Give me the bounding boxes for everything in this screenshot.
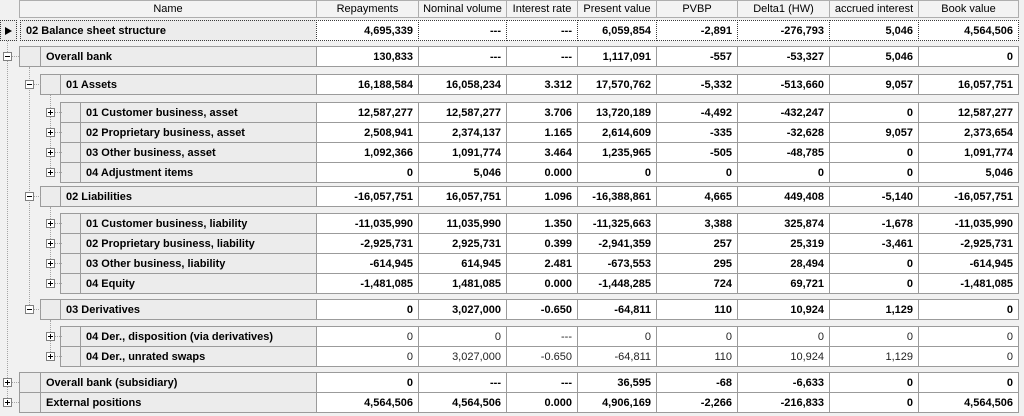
row-name[interactable]: 03 Other business, asset <box>80 142 317 163</box>
collapse-minus-icon[interactable] <box>25 192 34 201</box>
expand-plus-icon[interactable] <box>46 239 55 248</box>
col-header-delta1-hw[interactable]: Delta1 (HW) <box>737 0 830 18</box>
pvbp-cell[interactable]: -4,492 <box>656 102 738 123</box>
pvbp-cell[interactable]: 257 <box>656 233 738 254</box>
present-value-cell[interactable]: -673,553 <box>577 253 657 274</box>
present-value-cell[interactable]: -1,448,285 <box>577 273 657 294</box>
delta1-hw-cell[interactable]: 449,408 <box>737 186 830 207</box>
present-value-cell[interactable]: 13,720,189 <box>577 102 657 123</box>
nominal-volume-cell[interactable]: 1,091,774 <box>418 142 507 163</box>
accrued-interest-cell[interactable]: 0 <box>829 392 919 413</box>
repayments-cell[interactable]: -1,481,085 <box>316 273 419 294</box>
accrued-interest-cell[interactable]: 0 <box>829 253 919 274</box>
tree-connector-line <box>29 67 30 309</box>
expand-plus-icon[interactable] <box>46 108 55 117</box>
present-value-cell[interactable]: -64,811 <box>577 299 657 320</box>
row-selector[interactable] <box>19 46 41 67</box>
accrued-interest-cell[interactable]: 0 <box>829 162 919 183</box>
row-selector[interactable] <box>40 186 61 207</box>
expand-plus-icon[interactable] <box>46 168 55 177</box>
row-selector[interactable] <box>60 326 81 347</box>
nominal-volume-cell[interactable]: 3,027,000 <box>418 346 507 367</box>
interest-rate-cell[interactable]: --- <box>506 326 578 347</box>
accrued-interest-cell[interactable]: 9,057 <box>829 122 919 143</box>
col-header-present-value[interactable]: Present value <box>577 0 657 18</box>
pvbp-cell[interactable]: 4,665 <box>656 186 738 207</box>
repayments-cell[interactable]: 4,564,506 <box>316 392 419 413</box>
present-value-cell[interactable]: -2,941,359 <box>577 233 657 254</box>
delta1-hw-cell[interactable]: -432,247 <box>737 102 830 123</box>
interest-rate-cell[interactable]: 3.312 <box>506 74 578 95</box>
book-value-cell[interactable]: -16,057,751 <box>918 186 1019 207</box>
pvbp-cell[interactable]: -335 <box>656 122 738 143</box>
pvbp-cell[interactable]: -5,332 <box>656 74 738 95</box>
book-value-cell[interactable]: 0 <box>918 372 1019 393</box>
row-name[interactable]: 04 Der., disposition (via derivatives) <box>80 326 317 347</box>
table-row <box>0 162 1019 183</box>
table-row <box>0 20 1019 41</box>
table-row <box>0 102 1019 123</box>
repayments-cell[interactable]: -16,057,751 <box>316 186 419 207</box>
interest-rate-cell[interactable]: 1.350 <box>506 213 578 234</box>
table-row <box>0 142 1019 163</box>
col-header-name[interactable]: Name <box>19 0 317 18</box>
delta1-hw-cell[interactable]: 69,721 <box>737 273 830 294</box>
row-name[interactable]: 02 Balance sheet structure <box>20 20 317 41</box>
accrued-interest-cell[interactable]: 9,057 <box>829 74 919 95</box>
delta1-hw-cell[interactable]: -513,660 <box>737 74 830 95</box>
nominal-volume-cell[interactable]: 5,046 <box>418 162 507 183</box>
delta1-hw-cell[interactable]: 25,319 <box>737 233 830 254</box>
row-name[interactable]: 01 Customer business, asset <box>80 102 317 123</box>
nominal-volume-cell[interactable]: 1,481,085 <box>418 273 507 294</box>
col-header-repayments[interactable]: Repayments <box>316 0 419 18</box>
row-selector[interactable] <box>60 122 81 143</box>
row-selector[interactable] <box>60 253 81 274</box>
row-selector[interactable] <box>60 273 81 294</box>
row-name[interactable]: 04 Der., unrated swaps <box>80 346 317 367</box>
present-value-cell[interactable]: 36,595 <box>577 372 657 393</box>
collapse-minus-icon[interactable] <box>3 52 12 61</box>
present-value-cell[interactable]: 6,059,854 <box>577 20 657 41</box>
present-value-cell[interactable]: 1,117,091 <box>577 46 657 67</box>
delta1-hw-cell[interactable]: -216,833 <box>737 392 830 413</box>
book-value-cell[interactable]: 4,564,506 <box>918 20 1019 41</box>
delta1-hw-cell[interactable]: -53,327 <box>737 46 830 67</box>
book-value-cell[interactable]: 5,046 <box>918 162 1019 183</box>
row-selector[interactable] <box>60 346 81 367</box>
collapse-minus-icon[interactable] <box>25 305 34 314</box>
interest-rate-cell[interactable]: 1.165 <box>506 122 578 143</box>
interest-rate-cell[interactable]: -0.650 <box>506 346 578 367</box>
book-value-cell[interactable]: 0 <box>918 299 1019 320</box>
nominal-volume-cell[interactable]: 2,925,731 <box>418 233 507 254</box>
repayments-cell[interactable]: 4,695,339 <box>316 20 419 41</box>
grid-body <box>0 20 1024 413</box>
accrued-interest-cell[interactable]: -3,461 <box>829 233 919 254</box>
col-header-pvbp[interactable]: PVBP <box>656 0 738 18</box>
nominal-volume-cell[interactable]: 0 <box>418 326 507 347</box>
row-name[interactable]: 03 Derivatives <box>60 299 317 320</box>
table-row <box>0 273 1019 294</box>
present-value-cell[interactable]: 0 <box>577 326 657 347</box>
expand-plus-icon[interactable] <box>3 398 12 407</box>
interest-rate-cell[interactable]: 1.096 <box>506 186 578 207</box>
nominal-volume-cell[interactable]: --- <box>418 20 507 41</box>
book-value-cell[interactable]: 1,091,774 <box>918 142 1019 163</box>
table-row <box>0 233 1019 254</box>
pvbp-cell[interactable]: 110 <box>656 299 738 320</box>
row-name[interactable]: 01 Customer business, liability <box>80 213 317 234</box>
accrued-interest-cell[interactable]: 5,046 <box>829 20 919 41</box>
row-name[interactable]: Overall bank <box>40 46 317 67</box>
table-row <box>0 74 1019 95</box>
row-name[interactable]: 04 Adjustment items <box>80 162 317 183</box>
current-row-arrow-icon <box>5 27 12 35</box>
nominal-volume-cell[interactable]: 3,027,000 <box>418 299 507 320</box>
expand-plus-icon[interactable] <box>3 378 12 387</box>
delta1-hw-cell[interactable]: -276,793 <box>737 20 830 41</box>
delta1-hw-cell[interactable]: 10,924 <box>737 346 830 367</box>
row-name[interactable]: External positions <box>40 392 317 413</box>
interest-rate-cell[interactable]: 0.000 <box>506 162 578 183</box>
pvbp-cell[interactable]: 0 <box>656 162 738 183</box>
expand-plus-icon[interactable] <box>46 148 55 157</box>
book-value-cell[interactable]: -2,925,731 <box>918 233 1019 254</box>
nominal-volume-cell[interactable]: 12,587,277 <box>418 102 507 123</box>
repayments-cell[interactable]: 0 <box>316 299 419 320</box>
row-selector[interactable] <box>60 233 81 254</box>
repayments-cell[interactable]: 1,092,366 <box>316 142 419 163</box>
interest-rate-cell[interactable]: 0.399 <box>506 233 578 254</box>
present-value-cell[interactable]: 4,906,169 <box>577 392 657 413</box>
nominal-volume-cell[interactable]: --- <box>418 372 507 393</box>
interest-rate-cell[interactable]: --- <box>506 20 578 41</box>
accrued-interest-cell[interactable]: 0 <box>829 102 919 123</box>
column-header-row <box>0 0 1024 18</box>
pvbp-cell[interactable]: 110 <box>656 346 738 367</box>
delta1-hw-cell[interactable]: -48,785 <box>737 142 830 163</box>
accrued-interest-cell[interactable]: -5,140 <box>829 186 919 207</box>
row-selector[interactable] <box>19 372 41 393</box>
book-value-cell[interactable]: 12,587,277 <box>918 102 1019 123</box>
repayments-cell[interactable]: 0 <box>316 326 419 347</box>
table-row <box>0 299 1019 320</box>
interest-rate-cell[interactable]: -0.650 <box>506 299 578 320</box>
table-row <box>0 253 1019 274</box>
row-selector[interactable] <box>60 213 81 234</box>
delta1-hw-cell[interactable]: -6,633 <box>737 372 830 393</box>
accrued-interest-cell[interactable]: 1,129 <box>829 299 919 320</box>
delta1-hw-cell[interactable]: 0 <box>737 326 830 347</box>
table-row <box>0 122 1019 143</box>
col-header-interest-rate[interactable]: Interest rate <box>506 0 578 18</box>
row-name[interactable]: 04 Equity <box>80 273 317 294</box>
book-value-cell[interactable]: 0 <box>918 346 1019 367</box>
interest-rate-cell[interactable]: 0.000 <box>506 273 578 294</box>
row-selector[interactable] <box>60 162 81 183</box>
interest-rate-cell[interactable]: 3.706 <box>506 102 578 123</box>
delta1-hw-cell[interactable]: 325,874 <box>737 213 830 234</box>
table-row <box>0 186 1019 207</box>
present-value-cell[interactable]: -64,811 <box>577 346 657 367</box>
interest-rate-cell[interactable]: 3.464 <box>506 142 578 163</box>
col-header-nominal-volume[interactable]: Nominal volume <box>418 0 507 18</box>
col-header-accrued-interest[interactable]: accrued interest <box>829 0 919 18</box>
table-row <box>0 213 1019 234</box>
tree-connector-line <box>7 41 8 402</box>
row-selector[interactable] <box>60 102 81 123</box>
pvbp-cell[interactable]: -505 <box>656 142 738 163</box>
pvbp-cell[interactable]: 295 <box>656 253 738 274</box>
delta1-hw-cell[interactable]: -32,628 <box>737 122 830 143</box>
repayments-cell[interactable]: 0 <box>316 162 419 183</box>
present-value-cell[interactable]: 2,614,609 <box>577 122 657 143</box>
accrued-interest-cell[interactable]: 0 <box>829 142 919 163</box>
row-selector[interactable] <box>19 392 41 413</box>
repayments-cell[interactable]: 0 <box>316 372 419 393</box>
repayments-cell[interactable]: 12,587,277 <box>316 102 419 123</box>
expand-plus-icon[interactable] <box>46 259 55 268</box>
table-row <box>0 346 1019 367</box>
delta1-hw-cell[interactable]: 0 <box>737 162 830 183</box>
present-value-cell[interactable]: 17,570,762 <box>577 74 657 95</box>
row-name[interactable]: 01 Assets <box>60 74 317 95</box>
repayments-cell[interactable]: 2,508,941 <box>316 122 419 143</box>
accrued-interest-cell[interactable]: -1,678 <box>829 213 919 234</box>
row-selector[interactable] <box>60 142 81 163</box>
row-name[interactable]: 03 Other business, liability <box>80 253 317 274</box>
nominal-volume-cell[interactable]: 4,564,506 <box>418 392 507 413</box>
nominal-volume-cell[interactable]: 11,035,990 <box>418 213 507 234</box>
nominal-volume-cell[interactable]: 2,374,137 <box>418 122 507 143</box>
book-value-cell[interactable]: 4,564,506 <box>918 392 1019 413</box>
pvbp-cell[interactable]: -2,266 <box>656 392 738 413</box>
table-row <box>0 46 1019 67</box>
nominal-volume-cell[interactable]: 16,058,234 <box>418 74 507 95</box>
accrued-interest-cell[interactable]: 1,129 <box>829 346 919 367</box>
pvbp-cell[interactable]: 3,388 <box>656 213 738 234</box>
expand-plus-icon[interactable] <box>46 128 55 137</box>
book-value-cell[interactable]: 0 <box>918 326 1019 347</box>
accrued-interest-cell[interactable]: 0 <box>829 372 919 393</box>
interest-rate-cell[interactable]: --- <box>506 372 578 393</box>
row-name[interactable]: 02 Proprietary business, liability <box>80 233 317 254</box>
pvbp-cell[interactable]: -68 <box>656 372 738 393</box>
book-value-cell[interactable]: 16,057,751 <box>918 74 1019 95</box>
interest-rate-cell[interactable]: 0.000 <box>506 392 578 413</box>
book-value-cell[interactable]: 2,373,654 <box>918 122 1019 143</box>
row-name[interactable]: 02 Proprietary business, asset <box>80 122 317 143</box>
nominal-volume-cell[interactable]: 16,057,751 <box>418 186 507 207</box>
accrued-interest-cell[interactable]: 0 <box>829 273 919 294</box>
expand-plus-icon[interactable] <box>46 352 55 361</box>
row-selector[interactable] <box>40 299 61 320</box>
repayments-cell[interactable]: -614,945 <box>316 253 419 274</box>
nominal-volume-cell[interactable]: 614,945 <box>418 253 507 274</box>
nominal-volume-cell[interactable]: --- <box>418 46 507 67</box>
accrued-interest-cell[interactable]: 0 <box>829 326 919 347</box>
present-value-cell[interactable]: -11,325,663 <box>577 213 657 234</box>
pvbp-cell[interactable]: 0 <box>656 326 738 347</box>
book-value-cell[interactable]: -11,035,990 <box>918 213 1019 234</box>
book-value-cell[interactable]: -614,945 <box>918 253 1019 274</box>
row-selector[interactable] <box>0 20 17 41</box>
repayments-cell[interactable]: 130,833 <box>316 46 419 67</box>
delta1-hw-cell[interactable]: 10,924 <box>737 299 830 320</box>
expand-plus-icon[interactable] <box>46 332 55 341</box>
present-value-cell[interactable]: 0 <box>577 162 657 183</box>
pvbp-cell[interactable]: -2,891 <box>656 20 738 41</box>
interest-rate-cell[interactable]: 2.481 <box>506 253 578 274</box>
repayments-cell[interactable]: -11,035,990 <box>316 213 419 234</box>
row-name[interactable]: 02 Liabilities <box>60 186 317 207</box>
repayments-cell[interactable]: 16,188,584 <box>316 74 419 95</box>
pvbp-cell[interactable]: 724 <box>656 273 738 294</box>
expand-plus-icon[interactable] <box>46 279 55 288</box>
pvbp-cell[interactable]: -557 <box>656 46 738 67</box>
interest-rate-cell[interactable]: --- <box>506 46 578 67</box>
book-value-cell[interactable]: 0 <box>918 46 1019 67</box>
present-value-cell[interactable]: -16,388,861 <box>577 186 657 207</box>
collapse-minus-icon[interactable] <box>25 80 34 89</box>
col-header-book-value[interactable]: Book value <box>918 0 1019 18</box>
present-value-cell[interactable]: 1,235,965 <box>577 142 657 163</box>
row-name[interactable]: Overall bank (subsidiary) <box>40 372 317 393</box>
accrued-interest-cell[interactable]: 5,046 <box>829 46 919 67</box>
expand-plus-icon[interactable] <box>46 219 55 228</box>
table-row <box>0 392 1019 413</box>
table-row <box>0 372 1019 393</box>
book-value-cell[interactable]: -1,481,085 <box>918 273 1019 294</box>
row-selector[interactable] <box>40 74 61 95</box>
repayments-cell[interactable]: 0 <box>316 346 419 367</box>
table-row <box>0 326 1019 347</box>
repayments-cell[interactable]: -2,925,731 <box>316 233 419 254</box>
delta1-hw-cell[interactable]: 28,494 <box>737 253 830 274</box>
